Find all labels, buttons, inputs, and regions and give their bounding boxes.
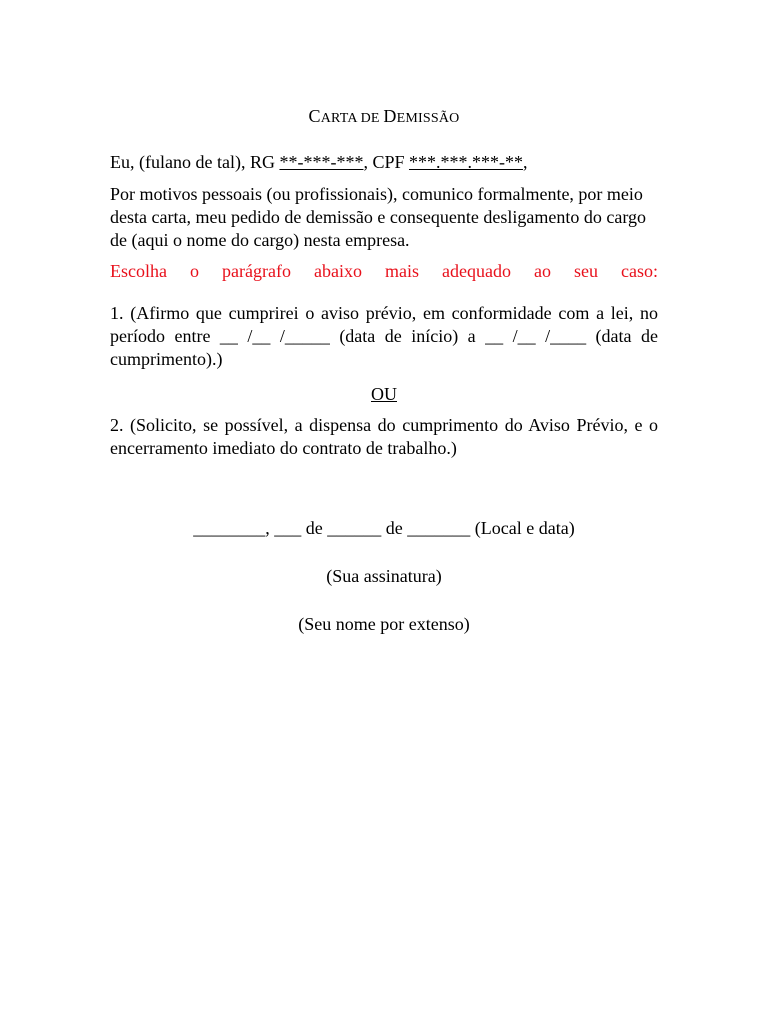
identification-suffix: , xyxy=(522,152,528,172)
letter-title xyxy=(110,106,658,127)
identification-prefix: Eu, (fulano de tal), RG xyxy=(110,152,280,172)
option-2-paragraph: 2. (Solicito, se possível, a dispensa do cumprimento do Aviso Prévio, e o encerramento imediato do contrato de trabalho.) xyxy=(110,415,658,458)
title-initial-d: D xyxy=(383,106,397,126)
instruction-text: Escolha o parágrafo abaixo mais adequado ao seu caso: xyxy=(110,261,658,281)
title-arta-de: ARTA DE xyxy=(320,111,384,126)
reason-paragraph: Por motivos pessoais (ou profissionais), comunico formalmente, por meio desta carta, meu pedido de demissão e consequente desligamento do cargo de (aqui o nome do cargo) nesta empresa. xyxy=(110,184,646,250)
title-emissao: EMISSÃO xyxy=(396,111,460,126)
rg-value: **-***-*** xyxy=(279,152,364,172)
letter-content xyxy=(110,106,658,636)
full-name-line: (Seu nome por extenso) xyxy=(298,614,470,634)
signature-line: (Sua assinatura) xyxy=(326,566,442,586)
identification-line xyxy=(110,151,658,174)
cpf-value: ***.***.***-** xyxy=(408,152,523,172)
title-initial-c: C xyxy=(308,106,321,126)
option-1-paragraph: 1. (Afirmo que cumprirei o aviso prévio, em conformidade com a lei, no período entre __ /__ /_____ (data de início) a __ /__ /____ (data de cumprimento).) xyxy=(110,303,658,369)
identification-middle: , CPF xyxy=(363,152,409,172)
place-date-line: ________, ___ de ______ de _______ (Local e data) xyxy=(193,518,575,538)
ou-separator: OU xyxy=(371,384,397,404)
